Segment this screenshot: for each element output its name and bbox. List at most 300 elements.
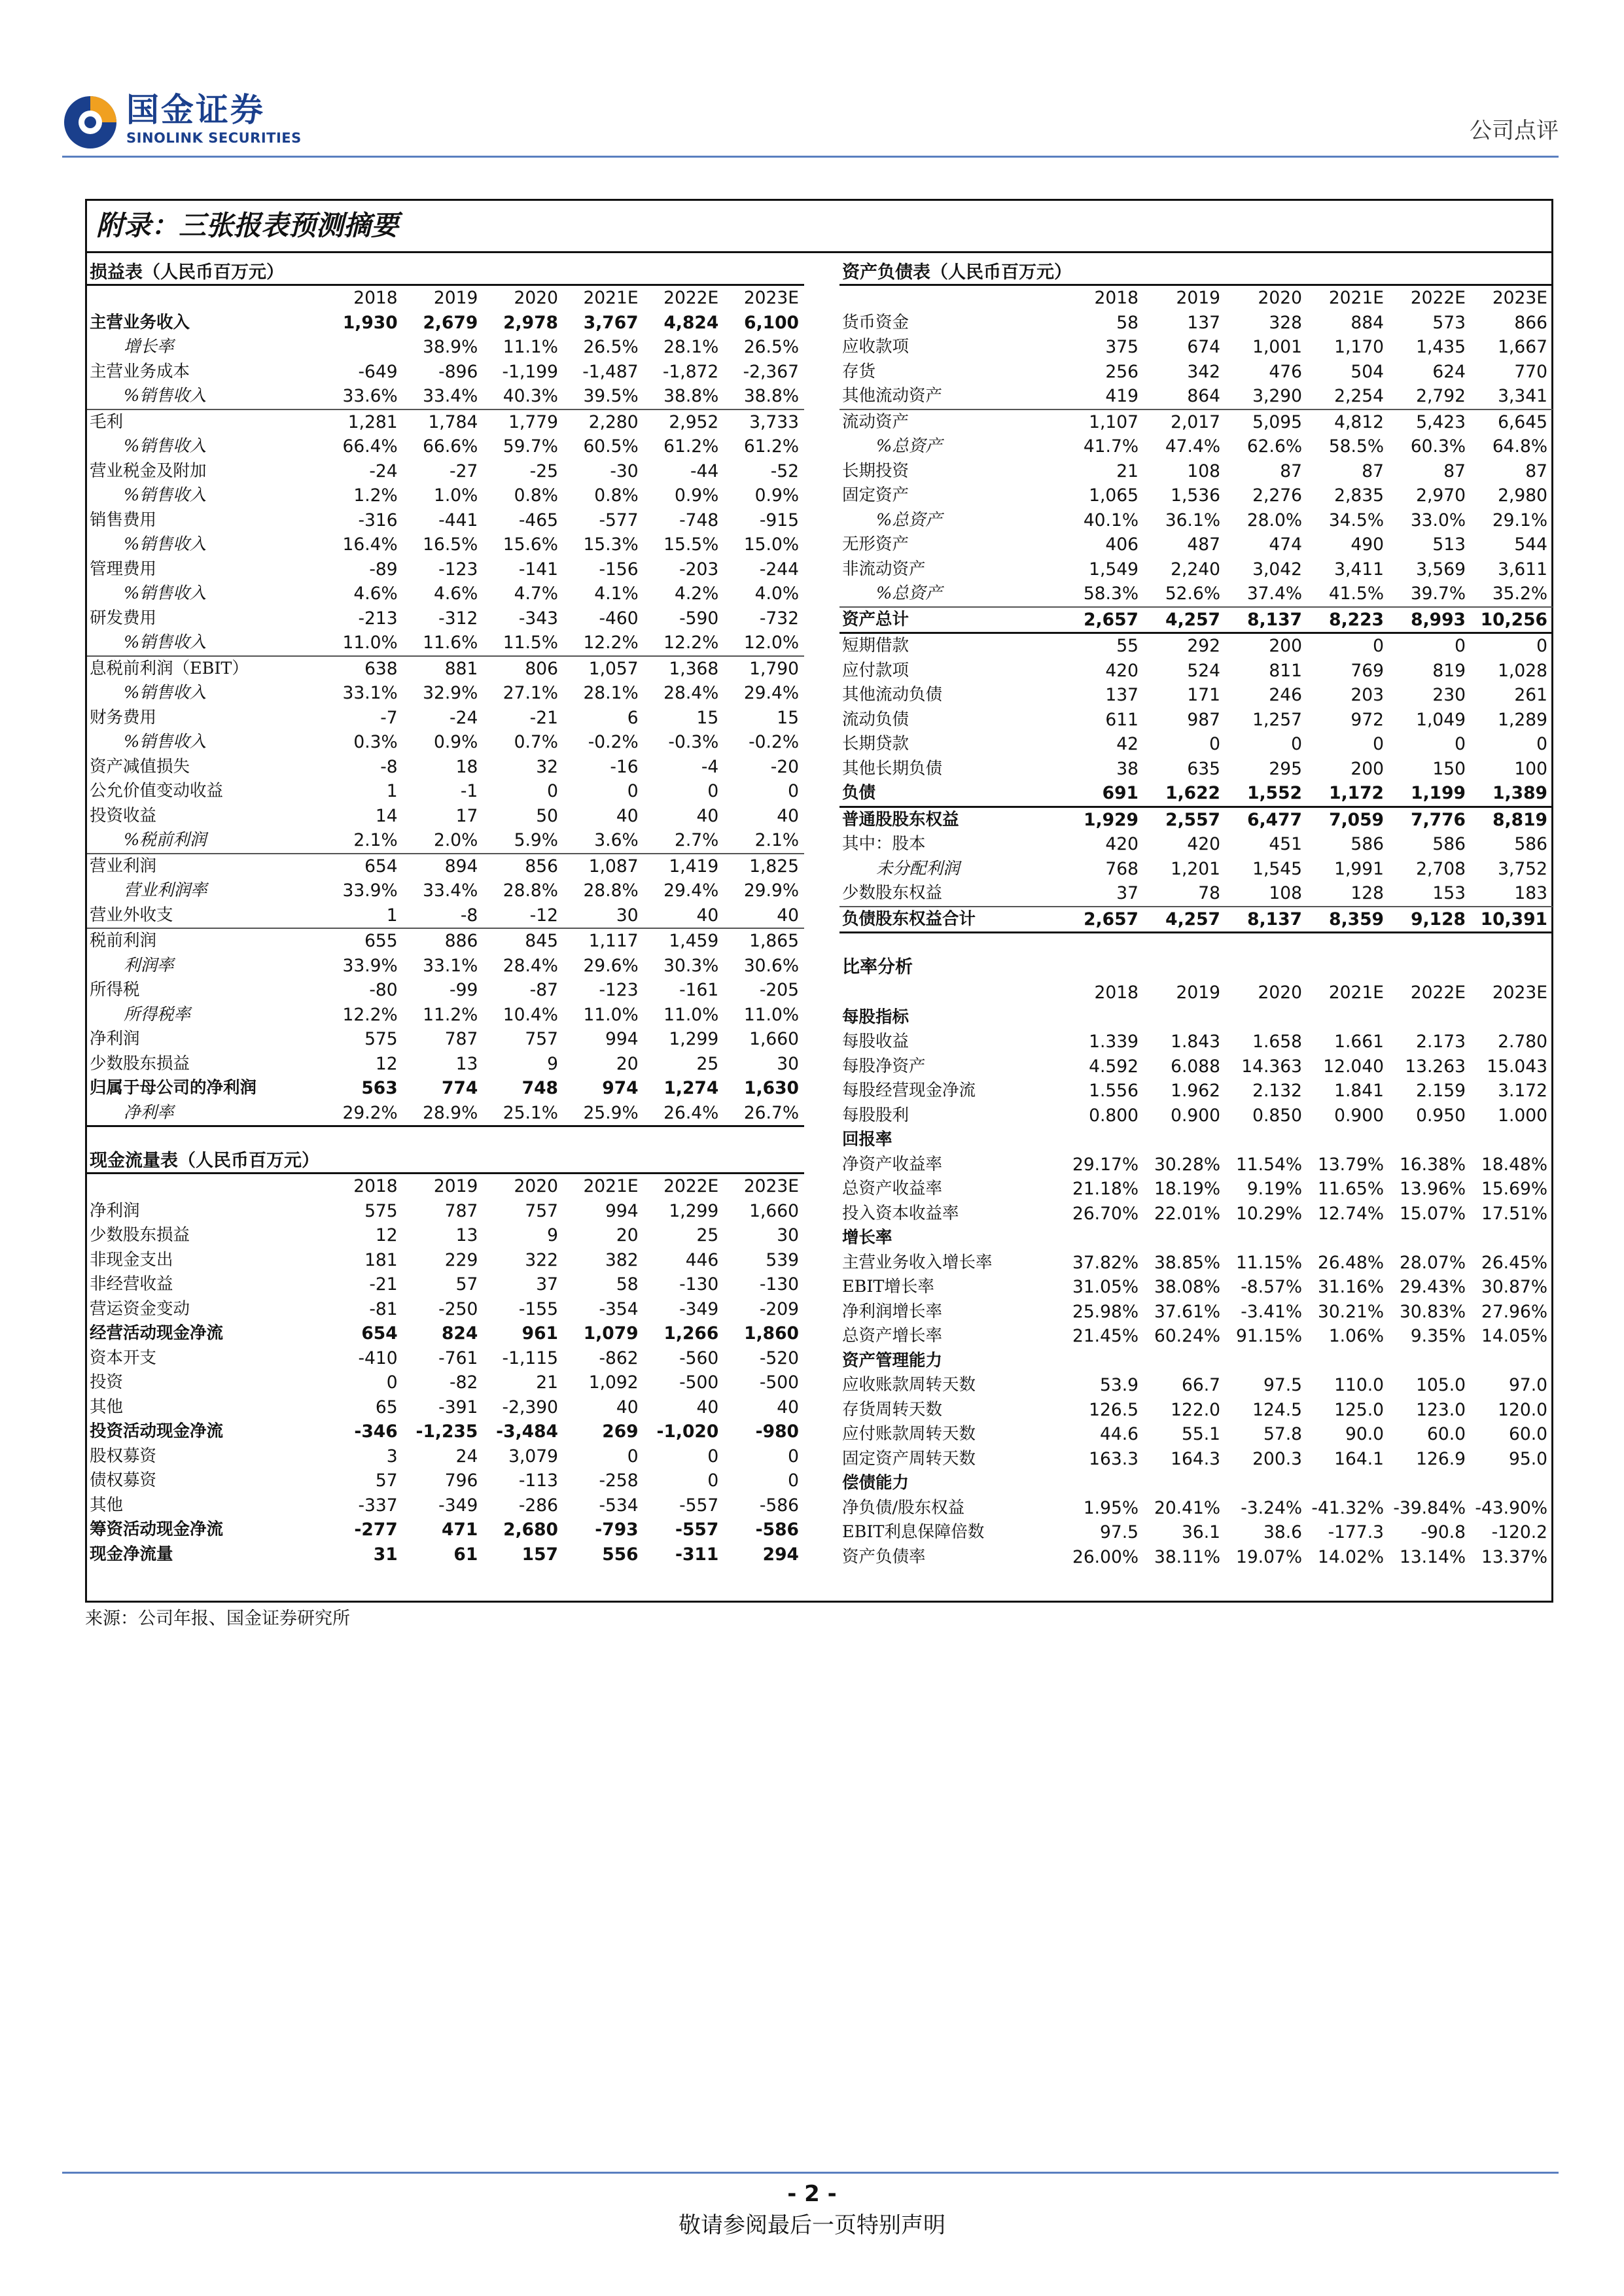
- row-value: 524: [1187, 660, 1220, 681]
- row-value: 38.11%: [1154, 1546, 1220, 1567]
- row-label: %销售收入: [124, 386, 207, 406]
- row-value: 382: [605, 1249, 639, 1270]
- row-value: 40: [777, 805, 799, 826]
- row-value: 15.5%: [663, 534, 719, 555]
- table-row: [87, 878, 804, 903]
- row-value: 30.3%: [663, 955, 719, 976]
- row-label: 负债: [839, 781, 1062, 807]
- row-value: 2.780: [1498, 1032, 1547, 1052]
- row-value: 90.0: [1345, 1424, 1384, 1445]
- row-value: -349: [438, 1495, 478, 1516]
- table-row: [839, 1226, 1553, 1251]
- row-value: 8,819: [1492, 809, 1547, 830]
- row-label: %销售收入: [124, 633, 207, 653]
- row-value: -155: [518, 1298, 558, 1319]
- row-value: [1307, 1349, 1389, 1374]
- row-value: 40: [696, 905, 719, 926]
- year-header: 2023E: [743, 288, 799, 309]
- row-value: 2,835: [1334, 485, 1384, 506]
- row-value: 624: [1432, 361, 1466, 382]
- row-value: 2,557: [1165, 809, 1220, 830]
- row-value: 110.0: [1334, 1375, 1384, 1396]
- row-label: 现金净流量: [90, 1544, 173, 1564]
- row-value: 26.4%: [644, 1101, 724, 1126]
- row-value: -1,020: [656, 1421, 719, 1442]
- table-row: [87, 384, 804, 409]
- row-label: %销售收入: [124, 485, 207, 506]
- row-value: 87: [1362, 461, 1384, 481]
- row-value: -44: [690, 461, 719, 481]
- row-value: -460: [599, 608, 639, 629]
- row-value: 0.7%: [514, 732, 558, 753]
- row-value: 44.6: [1099, 1424, 1139, 1445]
- row-value: -8: [380, 756, 398, 777]
- row-value: 18.19%: [1154, 1179, 1220, 1200]
- row-value: 1.658: [1252, 1032, 1302, 1052]
- row-value: 30.21%: [1317, 1301, 1384, 1322]
- row-value: 2,952: [644, 409, 724, 435]
- row-value: 886: [403, 928, 484, 954]
- row-value: 539: [766, 1249, 799, 1270]
- row-value: 66.4%: [342, 436, 398, 457]
- row-value: -1,872: [662, 361, 719, 382]
- row-value: [1144, 1128, 1226, 1153]
- row-value: [1144, 1471, 1226, 1496]
- table-row: [839, 659, 1553, 684]
- table-row: [87, 1272, 804, 1297]
- row-value: 105.0: [1416, 1375, 1466, 1396]
- row-value: 21.18%: [1072, 1179, 1139, 1200]
- row-value: -732: [759, 608, 799, 629]
- row-value: -52: [770, 461, 799, 481]
- year-header: 2022E: [663, 288, 719, 309]
- row-value: 38: [1116, 758, 1139, 779]
- row-value: 8,137: [1226, 907, 1307, 933]
- row-value: -205: [759, 980, 799, 1001]
- row-value: 27.96%: [1481, 1301, 1547, 1322]
- row-label: 所得税: [90, 980, 140, 1000]
- row-value: 328: [1269, 312, 1302, 333]
- row-value: 122.0: [1171, 1399, 1220, 1420]
- row-label: 净利润: [90, 1200, 140, 1221]
- row-value: 28.8%: [583, 880, 639, 901]
- table-row: [839, 1005, 1553, 1030]
- row-value: 62.6%: [1246, 436, 1302, 457]
- row-label: 应付款项: [842, 660, 909, 680]
- year-header: 2018: [1094, 288, 1139, 309]
- table-row: [839, 384, 1553, 409]
- row-value: 36.1: [1181, 1522, 1220, 1543]
- row-label: 非流动资产: [842, 559, 926, 579]
- row-value: 2,240: [1171, 559, 1220, 580]
- row-value: -465: [518, 510, 558, 531]
- row-value: -27: [450, 461, 478, 481]
- row-value: 7,776: [1411, 809, 1466, 830]
- row-value: 611: [1105, 709, 1139, 730]
- row-value: 123.0: [1416, 1399, 1466, 1420]
- row-value: 1,545: [1252, 858, 1302, 879]
- row-label: 净利润: [90, 1029, 140, 1049]
- row-value: 2,970: [1416, 485, 1466, 506]
- row-value: 2,708: [1416, 858, 1466, 879]
- row-value: 53.9: [1099, 1375, 1139, 1396]
- year-header: 2019: [433, 288, 478, 309]
- row-value: 12.74%: [1317, 1203, 1384, 1224]
- row-label: 每股净资产: [842, 1056, 926, 1076]
- row-value: 9: [547, 1053, 558, 1074]
- row-value: 824: [441, 1323, 478, 1344]
- row-label: 短期借款: [842, 636, 909, 656]
- year-header: 2019: [1176, 288, 1220, 309]
- header-divider: [62, 156, 1559, 158]
- table-row: [87, 508, 804, 533]
- row-label: EBIT增长率: [842, 1277, 934, 1297]
- row-value: 1.95%: [1083, 1497, 1139, 1518]
- row-value: 1,172: [1307, 781, 1389, 807]
- table-row: [87, 1003, 804, 1028]
- row-value: 575: [364, 1029, 398, 1050]
- row-value: 10,256: [1471, 607, 1553, 633]
- row-value: [1062, 1471, 1144, 1496]
- row-value: 25.1%: [483, 1101, 563, 1126]
- row-value: 5,423: [1389, 409, 1471, 435]
- row-value: 17.51%: [1481, 1203, 1547, 1224]
- row-value: 28.4%: [503, 955, 558, 976]
- row-label: 少数股东损益: [90, 1225, 190, 1245]
- year-header: 2020: [514, 288, 558, 309]
- row-value: 16.4%: [342, 534, 398, 555]
- row-value: 1.06%: [1328, 1326, 1384, 1347]
- row-value: 21: [536, 1372, 558, 1393]
- row-value: -1,115: [502, 1348, 558, 1368]
- row-label: 归属于母公司的净利润: [90, 1078, 257, 1098]
- row-label: 营运资金变动: [90, 1298, 190, 1319]
- row-value: 770: [1514, 361, 1547, 382]
- row-label: 投资活动现金净流: [90, 1421, 224, 1442]
- row-value: -793: [595, 1520, 639, 1540]
- table-row: [839, 1373, 1553, 1398]
- year-header: 2020: [1258, 983, 1302, 1003]
- row-value: 4,812: [1307, 409, 1389, 435]
- row-value: 994: [605, 1029, 639, 1050]
- row-value: 1.661: [1334, 1032, 1384, 1052]
- row-value: 0.3%: [353, 732, 398, 753]
- row-value: 3,042: [1252, 559, 1302, 580]
- row-value: 34.5%: [1328, 510, 1384, 531]
- row-value: -258: [599, 1470, 639, 1491]
- row-label: %销售收入: [124, 583, 207, 604]
- row-value: 2,657: [1062, 907, 1144, 933]
- row-label: %销售收入: [124, 683, 207, 703]
- logo-english-name: SINOLINK SECURITIES: [126, 130, 302, 146]
- row-value: 40: [616, 1397, 639, 1418]
- row-label: %总资产: [876, 436, 942, 457]
- row-value: 4.6%: [433, 583, 478, 604]
- row-label: 总资产增长率: [842, 1326, 943, 1346]
- row-value: 14.05%: [1481, 1326, 1547, 1347]
- row-value: 575: [364, 1200, 398, 1221]
- row-value: 864: [1187, 386, 1220, 407]
- row-value: 0: [547, 781, 558, 802]
- row-label: %总资产: [876, 583, 942, 604]
- row-label: 流动资产: [839, 409, 1062, 435]
- row-value: 4.592: [1089, 1056, 1139, 1077]
- row-value: [1389, 1005, 1471, 1030]
- row-label: %销售收入: [124, 732, 207, 752]
- table-row: [87, 755, 804, 780]
- table-row: [87, 631, 804, 656]
- row-value: 181: [364, 1249, 398, 1270]
- row-value: [1226, 1471, 1307, 1496]
- row-label: 应付账款周转天数: [842, 1424, 976, 1444]
- row-value: -277: [354, 1520, 398, 1540]
- row-value: 1.841: [1334, 1081, 1384, 1102]
- row-value: 1,929: [1084, 809, 1139, 830]
- row-value: 563: [361, 1078, 398, 1099]
- row-value: 471: [441, 1520, 478, 1540]
- row-value: 774: [441, 1078, 478, 1099]
- row-value: 787: [444, 1029, 478, 1050]
- row-value: -1: [460, 781, 478, 802]
- row-value: 3,611: [1498, 559, 1547, 580]
- row-value: [1226, 1128, 1307, 1153]
- row-value: 1,170: [1334, 337, 1384, 358]
- row-value: 29.17%: [1072, 1154, 1139, 1175]
- row-label: 主营业务收入: [90, 312, 190, 332]
- row-label: 长期投资: [842, 461, 909, 481]
- row-value: -120.2: [1491, 1522, 1547, 1543]
- doc-type-label: 公司点评: [1470, 118, 1559, 144]
- row-value: 15.6%: [503, 534, 558, 555]
- row-value: 0.850: [1252, 1105, 1302, 1126]
- row-value: 8,993: [1389, 607, 1471, 633]
- row-value: 183: [1514, 883, 1547, 904]
- year-header: 2019: [1176, 983, 1220, 1003]
- row-value: -113: [518, 1470, 558, 1491]
- row-value: 1,667: [1498, 337, 1547, 358]
- row-label: 投资收益: [90, 805, 157, 826]
- table-row: [839, 1251, 1553, 1276]
- row-value: 10.4%: [503, 1004, 558, 1025]
- row-value: 1,389: [1471, 781, 1553, 807]
- row-value: 60.0: [1426, 1424, 1466, 1445]
- row-value: -7: [380, 707, 398, 728]
- row-value: 1,660: [749, 1029, 799, 1050]
- row-value: -349: [679, 1298, 719, 1319]
- row-value: -586: [759, 1495, 799, 1516]
- row-value: 108: [1187, 461, 1220, 481]
- row-value: 476: [1269, 361, 1302, 382]
- row-value: 61: [453, 1544, 478, 1565]
- row-value: 654: [361, 1323, 398, 1344]
- row-label: 少数股东损益: [90, 1053, 190, 1073]
- row-value: [1226, 1349, 1307, 1374]
- table-row: [839, 1275, 1553, 1300]
- row-value: 0: [707, 1446, 719, 1467]
- row-value: 1.339: [1089, 1032, 1139, 1052]
- row-value: 1,991: [1334, 858, 1384, 879]
- row-value: 78: [1198, 883, 1220, 904]
- row-value: 1,784: [403, 409, 484, 435]
- row-value: -346: [354, 1421, 398, 1442]
- row-value: 18: [455, 756, 478, 777]
- row-label: 每股股利: [842, 1105, 909, 1125]
- row-value: -500: [679, 1372, 719, 1393]
- row-value: 229: [444, 1249, 478, 1270]
- row-value: 9.35%: [1410, 1326, 1466, 1347]
- row-value: 1,289: [1498, 709, 1547, 730]
- row-value: 1,368: [644, 656, 724, 682]
- ratio-rows: [839, 1005, 1553, 1570]
- year-header: 2022E: [1410, 983, 1466, 1003]
- row-value: 12.2%: [342, 1004, 398, 1025]
- row-value: -500: [759, 1372, 799, 1393]
- row-value: -311: [675, 1544, 719, 1565]
- row-label: 资本开支: [90, 1348, 157, 1368]
- row-value: [1307, 1005, 1389, 1030]
- year-header-row: [839, 286, 1553, 311]
- table-row: [87, 1027, 804, 1052]
- row-value: 261: [1514, 685, 1547, 706]
- row-value: 11.0%: [743, 1004, 799, 1025]
- row-value: 0: [788, 1470, 799, 1491]
- row-value: 30.87%: [1481, 1277, 1547, 1298]
- row-value: -915: [759, 510, 799, 531]
- row-value: 15.07%: [1399, 1203, 1466, 1224]
- row-value: 0.950: [1416, 1105, 1466, 1126]
- year-header: 2020: [1258, 288, 1302, 309]
- row-value: 41.7%: [1083, 436, 1139, 457]
- row-value: 38.85%: [1154, 1252, 1220, 1273]
- row-value: 4.2%: [674, 583, 719, 604]
- row-value: 1,299: [669, 1200, 719, 1221]
- row-label: 回报率: [842, 1130, 892, 1150]
- row-value: 32.9%: [423, 683, 478, 704]
- row-value: 33.1%: [423, 955, 478, 976]
- row-value: 787: [444, 1200, 478, 1221]
- row-value: 10.29%: [1235, 1203, 1302, 1224]
- table-row: [87, 1076, 804, 1101]
- row-value: [1471, 1471, 1553, 1496]
- row-value: 8,359: [1307, 907, 1389, 933]
- row-value: -862: [599, 1348, 639, 1368]
- row-value: 573: [1432, 312, 1466, 333]
- row-value: -25: [529, 461, 558, 481]
- table-row: [87, 483, 804, 508]
- row-value: 18.48%: [1481, 1154, 1547, 1175]
- row-value: -286: [518, 1495, 558, 1516]
- row-value: [1471, 1349, 1553, 1374]
- row-value: -90.8: [1421, 1522, 1466, 1543]
- row-value: 11.0%: [663, 1004, 719, 1025]
- row-value: 38.6: [1263, 1522, 1302, 1543]
- row-value: 3,752: [1498, 858, 1547, 879]
- row-value: 8,223: [1307, 607, 1389, 633]
- row-value: 13.14%: [1399, 1546, 1466, 1567]
- row-value: 1,622: [1144, 781, 1226, 807]
- row-label: EBIT利息保障倍数: [842, 1522, 985, 1542]
- row-value: 544: [1514, 534, 1547, 555]
- row-value: 28.1%: [663, 337, 719, 358]
- table-row: [839, 683, 1553, 708]
- row-value: -12: [529, 905, 558, 926]
- row-label: 应收账款周转天数: [842, 1375, 976, 1395]
- row-label: 管理费用: [90, 559, 157, 579]
- balance-sheet-title: 资产负债表（人民币百万元）: [839, 260, 1553, 286]
- row-value: 31: [373, 1544, 398, 1565]
- row-value: 0.8%: [594, 485, 639, 506]
- table-row: [839, 1422, 1553, 1447]
- row-value: -0.2%: [588, 732, 639, 753]
- row-value: 60.5%: [583, 436, 639, 457]
- row-value: 856: [483, 854, 563, 879]
- row-value: -123: [599, 980, 639, 1001]
- page-number: - 2 -: [787, 2181, 837, 2207]
- table-row: [87, 1518, 804, 1542]
- row-value: 0: [1291, 734, 1302, 755]
- row-value: 1,930: [342, 312, 398, 333]
- row-value: -4: [701, 756, 719, 777]
- row-value: 40: [696, 1397, 719, 1418]
- row-value: 21: [1116, 461, 1139, 481]
- row-value: 3,733: [724, 409, 804, 435]
- row-value: 97.5: [1263, 1375, 1302, 1396]
- row-value: 28.1%: [583, 683, 639, 704]
- table-row: [839, 1545, 1553, 1570]
- row-value: -441: [438, 510, 478, 531]
- row-value: 29.1%: [1492, 510, 1547, 531]
- row-value: 994: [605, 1200, 639, 1221]
- row-label: 增长率: [124, 337, 174, 357]
- row-value: -80: [369, 980, 398, 1001]
- row-value: 556: [602, 1544, 639, 1565]
- row-value: 15: [777, 707, 799, 728]
- row-value: 25: [696, 1053, 719, 1074]
- row-value: -161: [679, 980, 719, 1001]
- row-value: 4.1%: [594, 583, 639, 604]
- row-value: 30.6%: [743, 955, 799, 976]
- row-value: 2,657: [1062, 607, 1144, 633]
- table-row: [839, 311, 1553, 336]
- row-value: -130: [759, 1274, 799, 1295]
- row-value: -586: [755, 1520, 799, 1540]
- row-value: 3.6%: [594, 830, 639, 851]
- row-value: 97.5: [1099, 1522, 1139, 1543]
- row-value: 342: [1187, 361, 1220, 382]
- row-value: 42: [1116, 734, 1139, 755]
- row-label: 非现金支出: [90, 1249, 173, 1270]
- row-value: 1,660: [749, 1200, 799, 1221]
- left-column: [87, 260, 804, 1567]
- row-value: 38.8%: [743, 386, 799, 407]
- row-label: 净负债/股东权益: [842, 1497, 965, 1518]
- table-row: [87, 1346, 804, 1371]
- row-value: -2,390: [502, 1397, 558, 1418]
- row-value: 1.000: [1498, 1105, 1547, 1126]
- table-row: [87, 532, 804, 557]
- row-value: 13.96%: [1399, 1179, 1466, 1200]
- row-value: 8,137: [1226, 607, 1307, 633]
- row-value: 29.6%: [583, 955, 639, 976]
- year-header: 2021E: [583, 1176, 639, 1197]
- row-value: 0: [1373, 734, 1384, 755]
- row-label: %销售收入: [124, 436, 207, 457]
- row-value: 586: [1514, 834, 1547, 855]
- table-row: [87, 1493, 804, 1518]
- row-value: 200.3: [1252, 1448, 1302, 1469]
- row-label: 资产减值损失: [90, 756, 190, 776]
- row-label: 其他: [90, 1495, 124, 1515]
